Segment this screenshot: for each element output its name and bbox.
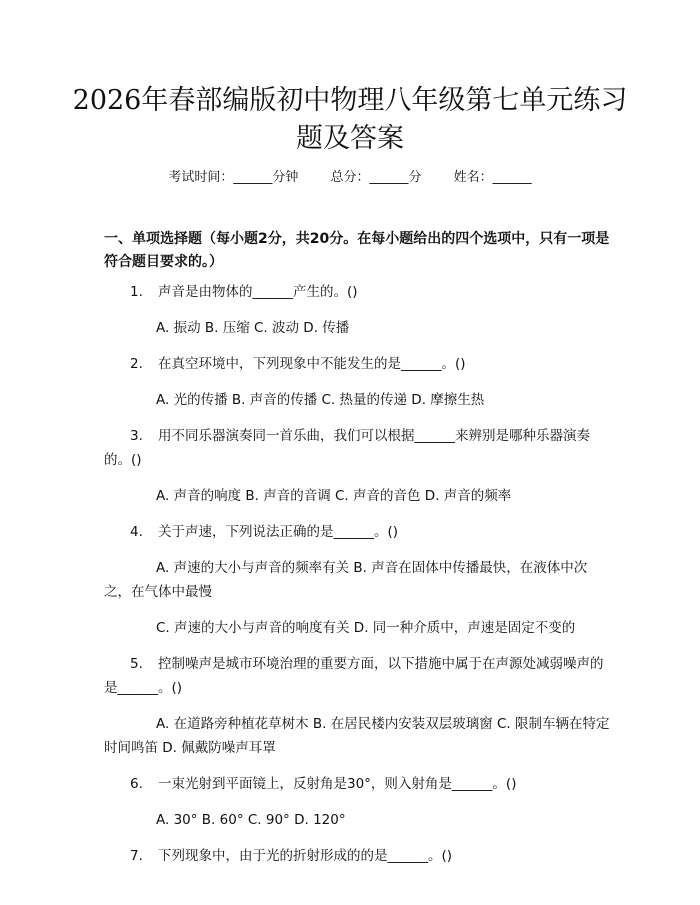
question-list xyxy=(104,280,614,880)
question-5: 5. 控制噪声是城市环境治理的重要方面，以下措施中属于在声源处减弱噪声的是______。() xyxy=(104,656,604,696)
section-heading: 一、单项选择题（每小题2分，共20分。在每小题给出的四个选项中，只有一项是符合题目要求的。） xyxy=(104,231,610,270)
question-5-options: A. 在道路旁种植花草树木 B. 在居民楼内安装双层玻璃窗 C. 限制车辆在特定时间鸣笛 D. 佩戴防噪声耳罩 xyxy=(104,716,610,756)
question-3: 3. 用不同乐器演奏同一首乐曲，我们可以根据______来辨别是哪种乐器演奏的。() xyxy=(104,428,590,468)
student-name: 姓名：______ xyxy=(453,170,532,185)
question-1-options: A. 振动 B. 压缩 C. 波动 D. 传播 xyxy=(156,320,350,336)
question-2: 2. 在真空环境中，下列现象中不能发生的是______。() xyxy=(130,356,466,372)
question-4-options-ab: A. 声速的大小与声音的频率有关 B. 声音在固体中传播最快，在液体中次之，在气体中最慢 xyxy=(104,560,588,600)
question-4: 4. 关于声速，下列说法正确的是______。() xyxy=(130,524,399,540)
question-1: 1. 声音是由物体的______产生的。() xyxy=(130,284,358,300)
question-4-options-cd: C. 声速的大小与声音的响度有关 D. 同一种介质中，声速是固定不变的 xyxy=(156,620,576,636)
question-3-options: A. 声音的响度 B. 声音的音调 C. 声音的音色 D. 声音的频率 xyxy=(156,488,512,504)
exam-meta xyxy=(0,166,700,185)
question-6: 6. 一束光射到平面镜上，反射角是30°，则入射角是______。() xyxy=(130,776,517,792)
question-7: 7. 下列现象中，由于光的折射形成的的是______。() xyxy=(130,848,453,864)
question-6-options: A. 30° B. 60° C. 90° D. 120° xyxy=(156,812,346,828)
question-2-options: A. 光的传播 B. 声音的传播 C. 热量的传递 D. 摩擦生热 xyxy=(156,392,485,408)
exam-time: 考试时间：______分钟 xyxy=(168,170,299,185)
document-title: 2026年春部编版初中物理八年级第七单元练习题及答案 xyxy=(72,85,628,154)
total-score: 总分：______分 xyxy=(330,170,422,185)
